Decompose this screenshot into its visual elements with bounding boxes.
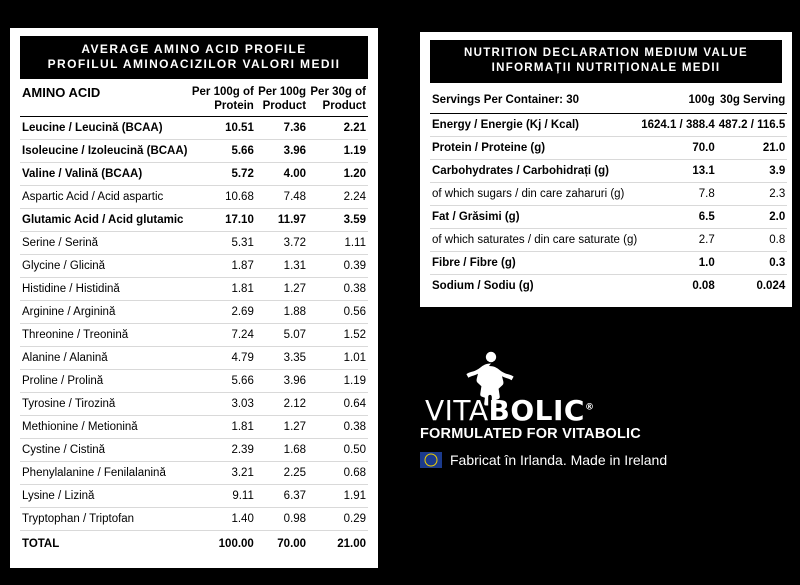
nutrient-value: 3.9 — [717, 160, 788, 183]
nutrition-declaration-panel — [420, 32, 792, 307]
amino-acid-value: 9.11 — [190, 485, 256, 508]
nutrient-name: Fat / Grăsimi (g) — [430, 206, 639, 229]
table-row — [20, 140, 368, 163]
nutrient-value: 7.8 — [639, 183, 717, 206]
table-row — [20, 186, 368, 209]
nutrition-title — [430, 40, 782, 83]
amino-acid-name: Tyrosine / Tirozină — [20, 393, 190, 416]
amino-acid-name: Phenylalanine / Fenilalanină — [20, 462, 190, 485]
table-row — [20, 347, 368, 370]
nutrient-value: 0.024 — [756, 280, 786, 292]
amino-acid-value: 3.21 — [190, 462, 256, 485]
nutrition-table — [430, 89, 787, 297]
amino-acid-header-per100g-product: Per 100g Product — [256, 85, 308, 117]
amino-acid-name: Serine / Serină — [20, 232, 190, 255]
table-row — [430, 183, 787, 206]
amino-acid-value: 6.37 — [256, 485, 308, 508]
amino-acid-value: 0.98 — [256, 508, 308, 531]
table-row — [20, 163, 368, 186]
amino-acid-value: 7.24 — [190, 324, 256, 347]
brand-logo — [420, 352, 792, 427]
nutrient-name: Protein / Proteine (g) — [430, 137, 639, 160]
nutrient-value: 0.8 — [717, 229, 788, 252]
nutrient-value: 13.1 — [639, 160, 717, 183]
nutrient-value: 2.3 — [717, 183, 788, 206]
amino-acid-name: Proline / Prolină — [20, 370, 190, 393]
amino-acid-name: Glycine / Glicină — [20, 255, 190, 278]
amino-acid-name: Leucine / Leucină (BCAA) — [20, 117, 190, 140]
amino-acid-header-per100g-protein: Per 100g of Protein — [190, 85, 256, 117]
nutrient-name: of which sugars / din care zaharuri (g) — [430, 183, 639, 206]
brand-wordmark-part2: BOLIC — [488, 394, 585, 427]
amino-acid-value: 1.88 — [256, 301, 308, 324]
made-in-text: Fabricat în Irlanda. Made in Ireland — [450, 452, 668, 468]
table-row — [20, 485, 368, 508]
amino-acid-value: 0.38 — [308, 416, 368, 439]
nutrient-name: Fibre / Fibre (g) — [430, 252, 639, 275]
amino-acid-title-en: AVERAGE AMINO ACID PROFILE — [81, 42, 307, 56]
amino-acid-value: 1.81 — [190, 278, 256, 301]
table-row — [430, 206, 787, 229]
amino-acid-value: 5.66 — [190, 140, 256, 163]
amino-acid-value: 1.11 — [308, 232, 368, 255]
nutrient-value: 487.2 / 116.5 — [717, 114, 788, 137]
table-row — [430, 275, 787, 298]
amino-acid-name: Lysine / Lizină — [20, 485, 190, 508]
nutrient-value: 1.0 — [639, 252, 717, 275]
amino-acid-value: 3.96 — [256, 370, 308, 393]
amino-acid-name: Tryptophan / Triptofan — [20, 508, 190, 531]
amino-acid-value: 0.68 — [308, 462, 368, 485]
amino-acid-value: 1.52 — [308, 324, 368, 347]
table-row — [20, 508, 368, 531]
amino-acid-value: 2.12 — [256, 393, 308, 416]
amino-acid-header-row — [20, 85, 368, 117]
table-row — [20, 232, 368, 255]
formulated-for-text: FORMULATED FOR VITABOLIC — [420, 426, 641, 442]
amino-acid-total-label: TOTAL — [22, 538, 60, 550]
amino-acid-value: 1.20 — [308, 163, 368, 186]
amino-acid-name: Aspartic Acid / Acid aspartic — [20, 186, 190, 209]
amino-acid-value: 4.00 — [256, 163, 308, 186]
amino-acid-name: Glutamic Acid / Acid glutamic — [20, 209, 190, 232]
amino-acid-header-per30g-product: Per 30g of Product — [308, 85, 368, 117]
amino-acid-value: 3.35 — [256, 347, 308, 370]
amino-acid-value: 2.39 — [190, 439, 256, 462]
brand-wordmark-part1: VITA — [425, 394, 489, 427]
table-row — [20, 393, 368, 416]
amino-acid-name: Cystine / Cistină — [20, 439, 190, 462]
amino-acid-value: 2.25 — [256, 462, 308, 485]
amino-acid-value: 1.40 — [190, 508, 256, 531]
nutrient-value: 6.5 — [639, 206, 717, 229]
table-row — [20, 462, 368, 485]
nutrient-value: 21.0 — [717, 137, 788, 160]
servings-row — [430, 89, 787, 114]
amino-acid-value: 1.81 — [190, 416, 256, 439]
table-row — [430, 137, 787, 160]
nutrition-header-30g: 30g Serving — [717, 89, 788, 114]
amino-acid-value: 3.96 — [256, 140, 308, 163]
nutrient-value: 0.3 — [717, 252, 788, 275]
amino-acid-value: 1.27 — [256, 278, 308, 301]
amino-acid-value: 1.27 — [256, 416, 308, 439]
amino-acid-value: 1.01 — [308, 347, 368, 370]
amino-acid-total-value: 21.00 — [337, 538, 366, 550]
amino-acid-value: 0.50 — [308, 439, 368, 462]
amino-acid-name: Arginine / Arginină — [20, 301, 190, 324]
amino-acid-name: Methionine / Metionină — [20, 416, 190, 439]
nutrition-header-100g: 100g — [639, 89, 717, 114]
table-row — [430, 229, 787, 252]
eu-flag-icon — [420, 452, 442, 468]
nutrient-value: 2.0 — [717, 206, 788, 229]
amino-acid-value: 4.79 — [190, 347, 256, 370]
amino-acid-value: 2.69 — [190, 301, 256, 324]
brand-wordmark — [425, 394, 594, 427]
table-row — [20, 370, 368, 393]
amino-acid-value: 5.72 — [190, 163, 256, 186]
table-row — [20, 209, 368, 232]
amino-acid-value: 1.19 — [308, 370, 368, 393]
amino-acid-panel — [10, 28, 378, 568]
nutrition-title-en: NUTRITION DECLARATION MEDIUM VALUE — [464, 47, 748, 59]
amino-acid-total-value: 70.00 — [277, 538, 307, 550]
nutrient-value: 70.0 — [639, 137, 717, 160]
table-row — [430, 160, 787, 183]
table-row — [20, 301, 368, 324]
amino-acid-title — [20, 36, 368, 79]
amino-acid-value: 10.51 — [190, 117, 256, 140]
amino-acid-value: 1.87 — [190, 255, 256, 278]
brand-block — [420, 352, 792, 468]
nutrient-name: Sodium / Sodiu (g) — [432, 280, 534, 292]
table-row — [430, 252, 787, 275]
nutrient-name: Energy / Energie (Kj / Kcal) — [430, 114, 639, 137]
amino-acid-name: Valine / Valină (BCAA) — [20, 163, 190, 186]
nutrient-name: Carbohydrates / Carbohidrați (g) — [430, 160, 639, 183]
amino-acid-value: 11.97 — [256, 209, 308, 232]
amino-acid-value: 0.29 — [308, 508, 368, 531]
amino-acid-total-value: 100.00 — [218, 538, 254, 550]
table-row — [20, 278, 368, 301]
amino-acid-value: 5.31 — [190, 232, 256, 255]
amino-acid-value: 0.64 — [308, 393, 368, 416]
nutrition-title-ro: INFORMAȚII NUTRIȚIONALE MEDII — [491, 62, 721, 74]
amino-acid-value: 3.72 — [256, 232, 308, 255]
amino-acid-value: 7.36 — [256, 117, 308, 140]
amino-acid-table-body — [20, 117, 368, 556]
amino-acid-value: 1.19 — [308, 140, 368, 163]
table-row — [20, 255, 368, 278]
amino-acid-value: 0.39 — [308, 255, 368, 278]
amino-acid-header-name: AMINO ACID — [20, 85, 190, 117]
amino-acid-value: 2.24 — [308, 186, 368, 209]
amino-acid-value: 5.07 — [256, 324, 308, 347]
amino-acid-value: 3.59 — [308, 209, 368, 232]
amino-acid-value: 0.38 — [308, 278, 368, 301]
table-row — [430, 114, 787, 137]
amino-acid-name: Histidine / Histidină — [20, 278, 190, 301]
amino-acid-value: 7.48 — [256, 186, 308, 209]
amino-acid-total-row — [20, 531, 368, 556]
amino-acid-value: 17.10 — [190, 209, 256, 232]
nutrient-name: of which saturates / din care saturate (g) — [430, 229, 639, 252]
amino-acid-value: 3.03 — [190, 393, 256, 416]
nutrient-value: 1624.1 / 388.4 — [639, 114, 717, 137]
made-in-row — [420, 452, 792, 468]
amino-acid-name: Alanine / Alanină — [20, 347, 190, 370]
nutrient-value: 2.7 — [639, 229, 717, 252]
nutrition-table-body — [430, 89, 787, 297]
amino-acid-value: 1.91 — [308, 485, 368, 508]
amino-acid-value: 0.56 — [308, 301, 368, 324]
amino-acid-title-ro: PROFILUL AMINOACIZILOR VALORI MEDII — [47, 57, 341, 71]
amino-acid-value: 1.31 — [256, 255, 308, 278]
table-row — [20, 439, 368, 462]
table-row — [20, 117, 368, 140]
amino-acid-value: 5.66 — [190, 370, 256, 393]
registered-trademark-icon: ® — [584, 402, 595, 413]
amino-acid-name: Threonine / Treonină — [20, 324, 190, 347]
table-row — [20, 416, 368, 439]
table-row — [20, 324, 368, 347]
amino-acid-table — [20, 85, 368, 555]
amino-acid-value: 1.68 — [256, 439, 308, 462]
amino-acid-value: 10.68 — [190, 186, 256, 209]
nutrient-value: 0.08 — [692, 280, 715, 292]
amino-acid-name: Isoleucine / Izoleucină (BCAA) — [20, 140, 190, 163]
amino-acid-value: 2.21 — [308, 117, 368, 140]
servings-per-container: Servings Per Container: 30 — [430, 89, 639, 114]
